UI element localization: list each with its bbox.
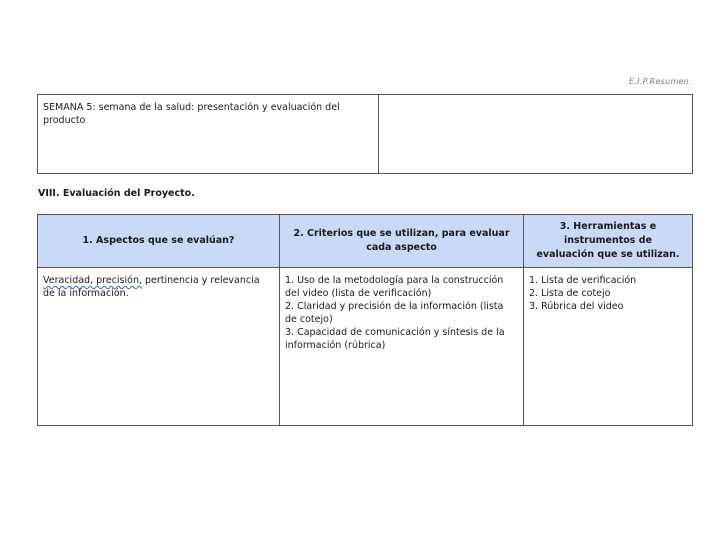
evaluation-table xyxy=(37,214,693,426)
document-header-note: E.I.P.Resumen. xyxy=(628,77,692,86)
criteria-item: 1. Uso de la metodología para la construcción del video (lista de verificación) xyxy=(285,275,504,299)
aspects-underlined-text: Veracidad, precisión, xyxy=(43,275,142,286)
section-title: VIII. Evaluación del Proyecto. xyxy=(38,188,195,199)
week-row xyxy=(38,95,693,174)
week-description: SEMANA 5: semana de la salud: presentación y evaluación del producto xyxy=(43,102,340,126)
week-table xyxy=(37,94,693,174)
criteria-item: 2. Claridad y precisión de la información (lista de cotejo) xyxy=(285,301,504,325)
evaluation-header-row xyxy=(38,215,693,268)
week-description-cell xyxy=(38,95,379,174)
aspects-cell xyxy=(38,268,280,426)
tools-item: 2. Lista de cotejo xyxy=(529,288,611,299)
criteria-item: 3. Capacidad de comunicación y síntesis de la información (rúbrica) xyxy=(285,327,505,351)
tools-item: 1. Lista de verificación xyxy=(529,275,637,286)
aspects-text: pertinencia y relevancia de la información. xyxy=(43,275,260,299)
week-empty-cell xyxy=(379,95,693,174)
header-criteria: 2. Criterios que se utilizan, para evaluar cada aspecto xyxy=(280,215,524,268)
criteria-cell xyxy=(280,268,524,426)
tools-item: 3. Rúbrica del video xyxy=(529,301,624,312)
evaluation-body-row xyxy=(38,268,693,426)
tools-cell xyxy=(524,268,693,426)
header-aspects: 1. Aspectos que se evalúan? xyxy=(38,215,280,268)
header-tools: 3. Herramientas e instrumentos de evaluación que se utilizan. xyxy=(524,215,693,268)
